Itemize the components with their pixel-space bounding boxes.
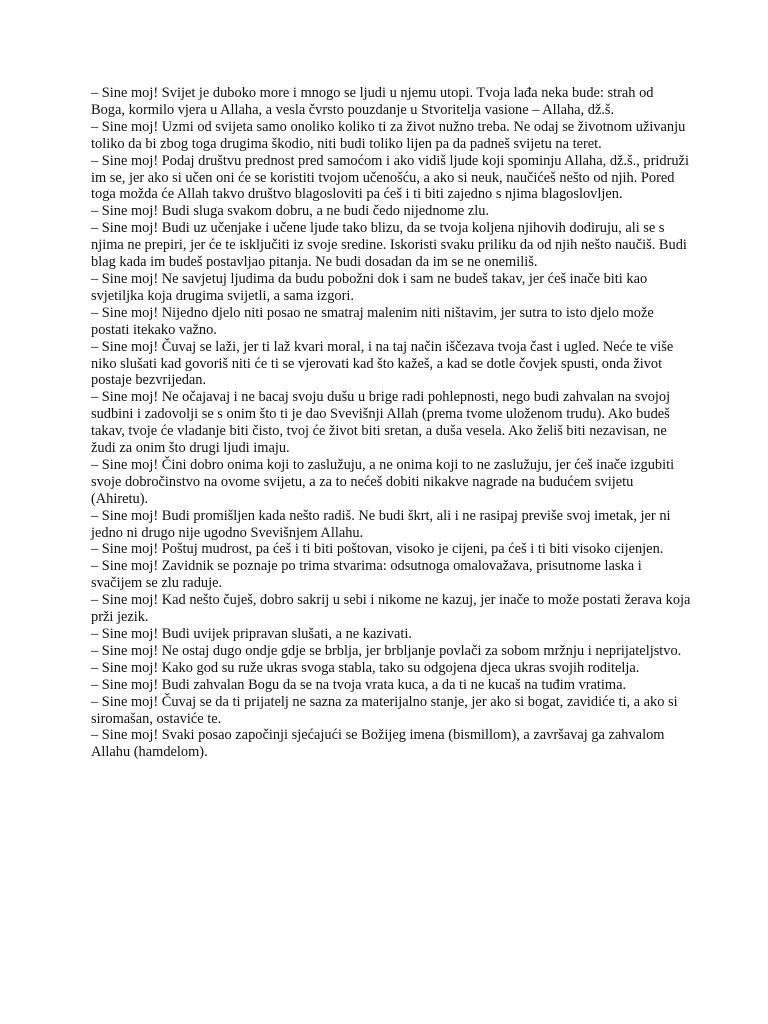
paragraph: – Sine moj! Kad nešto čuješ, dobro sakrij u sebi i nikome ne kazuj, jer inače to može postati žerava koja prži jezik. [91, 592, 691, 626]
paragraph: – Sine moj! Podaj društvu prednost pred samoćom i ako vidiš ljude koji spominju Allaha, dž.š., pridruži im se, jer ako si učen oni će se koristiti tvojom učenošću, a ako si neuk, naučićeš nešto od njih. Pored toga možda će Allah takvo društvo blagosloviti pa ćeš i ti biti zajedno s njima blagoslovljen. [91, 152, 689, 203]
paragraph: – Sine moj! Nijedno djelo niti posao ne smatraj malenim niti ništavim, jer sutra to isto djelo može postati itekako važno. [91, 304, 654, 338]
paragraph: – Sine moj! Budi sluga svakom dobru, a ne budi čedo nijednome zlu. [91, 203, 490, 220]
paragraph: – Sine moj! Čuvaj se da ti prijatelj ne sazna za materijalno stanje, jer ako si bogat, zavidiće ti, a ako si siromašan, ostaviće te. [91, 693, 678, 727]
paragraph: – Sine moj! Čuvaj se laži, jer ti laž kvari moral, i na taj način iščezava tvoja čast i ugled. Neće te više niko slušati kad govoriš niti će ti se vjerovati kad što kažeš, a kad se dotle čovjek spusti, onda život postaje bezvrijedan. [91, 338, 674, 389]
paragraph: – Sine moj! Budi promišljen kada nešto radiš. Ne budi škrt, ali i ne rasipaj previše svoj imetak, jer ni jedno ni drugo nije ugodno Svevišnjem Allahu. [91, 507, 671, 541]
paragraph: – Sine moj! Čini dobro onima koji to zaslužuju, a ne onima koji to ne zaslužuju, jer ćeš inače izgubiti svoje dobročinstvo na ovome svijetu, a za to nećeš dobiti nikakve nagrade na budućem svijetu (Ahiretu). [91, 456, 675, 507]
paragraph: – Sine moj! Budi zahvalan Bogu da se na tvoja vrata kuca, a da ti ne kucaš na tuđim vratima. [91, 676, 627, 693]
paragraph: – Sine moj! Svijet je duboko more i mnogo se ljudi u njemu utopi. Tvoja lađa neka bude: strah od Boga, kormilo vjera u Allaha, a vesla čvrsto pouzdanje u Stvoritelja vasione – Allaha, dž.š. [91, 85, 654, 118]
paragraph: – Sine moj! Ne savjetuj ljudima da budu pobožni dok i sam ne budeš takav, jer ćeš inače biti kao svjetiljka koja drugima svijetli, a sama izgori. [91, 270, 648, 304]
paragraph: – Sine moj! Zavidnik se poznaje po trima stvarima: odsutnoga omalovažava, prisutnome laska i svačijem se zlu raduje. [91, 558, 642, 592]
paragraph: – Sine moj! Ne očajavaj i ne bacaj svoju dušu u brige radi pohlepnosti, nego budi zahvalan na svojoj sudbini i zadovolji se s onim što ti je dao Svevišnji Allah (prema tvome uloženom trudu). Ako budeš takav, tvoje će vladanje biti čisto, tvoj će život biti sretan, a duša vesela. Ako želiš biti nezavisan, ne žudi za onim što drugi ljudi imaju. [91, 389, 671, 457]
paragraph: – Sine moj! Kako god su ruže ukras svoga stabla, tako su odgojena djeca ukras svojih roditelja. [91, 659, 640, 676]
paragraph: – Sine moj! Budi uvijek pripravan slušati, a ne kazivati. [91, 626, 412, 642]
paragraph: – Sine moj! Svaki posao započinji sjećajući se Božijeg imena (bismillom), a završavaj ga zahvalom Allahu (hamdelom). [91, 727, 665, 761]
paragraph: – Sine moj! Ne ostaj dugo ondje gdje se brblja, jer brbljanje povlači za sobom mržnju i neprijateljstvo. [91, 642, 682, 659]
document-body [91, 85, 691, 761]
paragraph: – Sine moj! Poštuj mudrost, pa ćeš i ti biti poštovan, visoko je cijeni, pa ćeš i ti biti visoko cijenjen. [91, 541, 664, 558]
paragraph: – Sine moj! Budi uz učenjake i učene ljude tako blizu, da se tvoja koljena njihovih dodiruju, ali se s njima ne prepiri, jer će te isključiti iz svoje sredine. Iskoristi svaku priliku da od njih nešto naučiš. Budi blag kada im budeš postavljao pitanja. Ne budi dosadan da im se ne onemiliš. [91, 220, 687, 271]
paragraph: – Sine moj! Uzmi od svijeta samo onoliko koliko ti za život nužno treba. Ne odaj se životnom uživanju toliko da bi zbog toga drugima škodio, niti budi toliko lijen pa da padneš svijetu na teret. [91, 118, 686, 152]
